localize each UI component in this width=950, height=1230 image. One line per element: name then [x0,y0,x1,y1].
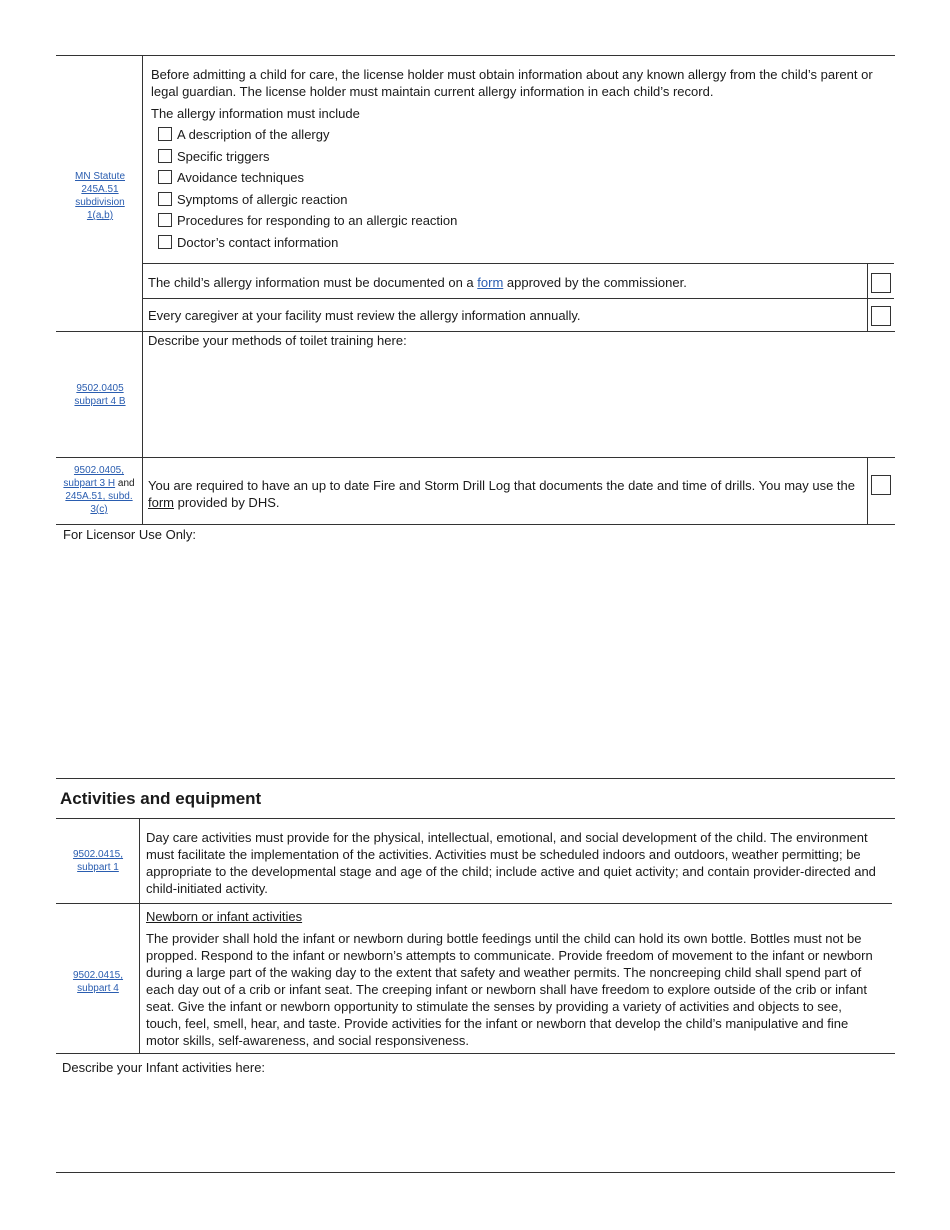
checklist-item[interactable] [158,212,457,234]
ref-link[interactable]: subpart 3 H [63,478,116,489]
drill-form-link[interactable]: form [148,495,174,510]
checkbox-column-divider [867,457,868,525]
checklist-label: A description of the allergy [177,127,330,142]
checkbox[interactable] [158,127,172,141]
row-divider [56,1053,895,1054]
infant-activities-prompt: Describe your Infant activities here: [62,1060,266,1075]
row-divider [56,457,895,458]
checklist-label: Specific triggers [177,148,270,164]
checklist-label: Symptoms of allergic reaction [177,191,348,207]
allergy-must-include: The allergy information must include [151,106,360,121]
ref-line[interactable]: 9502.0405 [76,383,124,394]
ref-line[interactable]: 245A.51 [81,184,119,195]
checklist-item[interactable] [158,126,457,148]
table-top-border [56,55,895,56]
ref-line[interactable]: subpart 4 B [74,396,126,407]
section-heading-border [56,818,895,819]
allergy-statute-ref[interactable] [60,170,140,222]
checklist-item[interactable] [158,191,457,213]
checklist-label: Avoidance techniques [177,170,304,185]
ref-line[interactable]: subpart 1 [77,862,119,873]
allergy-checklist [158,126,457,255]
column-divider [139,818,140,1053]
allergy-annual-review: Every caregiver at your facility must review the allergy information annually. [148,308,581,323]
allergy-intro: Before admitting a child for care, the license holder must obtain information about any known allergy from the child’s parent or legal guardian. The license holder must maintain current allergy information in each child’s record. [151,67,873,99]
checklist-item[interactable] [158,234,457,256]
ref-link[interactable]: 9502.0405, [73,465,125,476]
checkbox[interactable] [158,149,172,163]
ref-link[interactable]: 245A.51, subd. [65,491,133,502]
activities-requirements-text: Day care activities must provide for the physical, intellectual, emotional, and social development of the child. The environment must facilitate the implementation of the activities. Activities must be scheduled indoors and outdoors, weather permitting; be appropriate to the developmental stage and age of the child; include active and quiet activity; and contain provider-directed and child-initiated activity. [146,830,876,896]
activities-statute-ref[interactable] [58,848,138,874]
infant-activities-field[interactable] [56,1078,895,1170]
checkbox[interactable] [158,213,172,227]
checklist-label: Procedures for responding to an allergic reaction [177,213,458,228]
infant-activities-text: The provider shall hold the infant or newborn during bottle feedings until the child can hold its own bottle. Bottles must not be propped. Respond to the infant or newborn’s attempts to communicate. Provide freedom of movement to the infant or newborn during a large part of the waking day to the extent that safety and weather permits. The noncreeping child shall spend part of each day out of a crib or infant seat. The creeping infant or newborn shall have freedom to explore outside of the crib or infant seat. Give the infant or newborn opportunity to stimulate the senses by providing a variety of activities and objects to see, touch, feel, smell, hear, and taste. Provide activities for the infant or newborn that develop the child’s manipulative and fine motor skills, self-awareness, and social responsiveness. [146,931,873,1048]
row-divider [142,263,894,264]
annual-review-checkbox[interactable] [871,306,891,326]
allergy-form-checkbox[interactable] [871,273,891,293]
checkbox[interactable] [158,235,172,249]
ref-line[interactable]: MN Statute [74,171,126,182]
column-divider [142,55,143,525]
toilet-training-field[interactable] [145,350,893,454]
drill-statute-ref: 9502.0405, subpart 3 H and 245A.51, subd. 3(c) [63,465,135,515]
allergy-form-link[interactable]: form [477,275,504,290]
section-heading: Activities and equipment [60,789,262,808]
ref-line[interactable]: subpart 4 [77,983,119,994]
checkbox[interactable] [158,170,172,184]
ref-line[interactable]: subdivision [75,197,125,208]
checklist-item[interactable] [158,169,457,191]
row-divider [56,903,892,904]
row-divider [56,524,895,525]
checklist-label: Doctor’s contact information [177,234,339,250]
checkbox[interactable] [158,192,172,206]
ref-link[interactable]: 3(c) [90,504,108,515]
licensor-use-field[interactable] [56,546,895,771]
toilet-statute-ref[interactable] [60,382,140,408]
infant-statute-ref[interactable] [58,969,138,995]
ref-line[interactable]: 9502.0415, [72,970,124,981]
toilet-training-prompt: Describe your methods of toilet training here: [148,333,407,348]
allergy-form-requirement: The child’s allergy information must be documented on a form approved by the commissioner. [148,275,687,290]
licensor-use-label: For Licensor Use Only: [63,527,196,542]
checkbox-column-divider [867,263,868,331]
drill-log-requirement: You are required to have an up to date Fire and Storm Drill Log that documents the date and time of drills. You may use the form provided by DHS. [148,478,856,510]
ref-line[interactable]: 1(a,b) [86,210,114,221]
section-top-border [56,778,895,779]
checklist-item[interactable] [158,148,457,170]
drill-log-checkbox[interactable] [871,475,891,495]
row-divider [142,298,894,299]
infant-activities-subheading: Newborn or infant activities [146,909,303,924]
ref-line[interactable]: 9502.0415, [72,849,124,860]
table-bottom-border [56,1172,895,1173]
